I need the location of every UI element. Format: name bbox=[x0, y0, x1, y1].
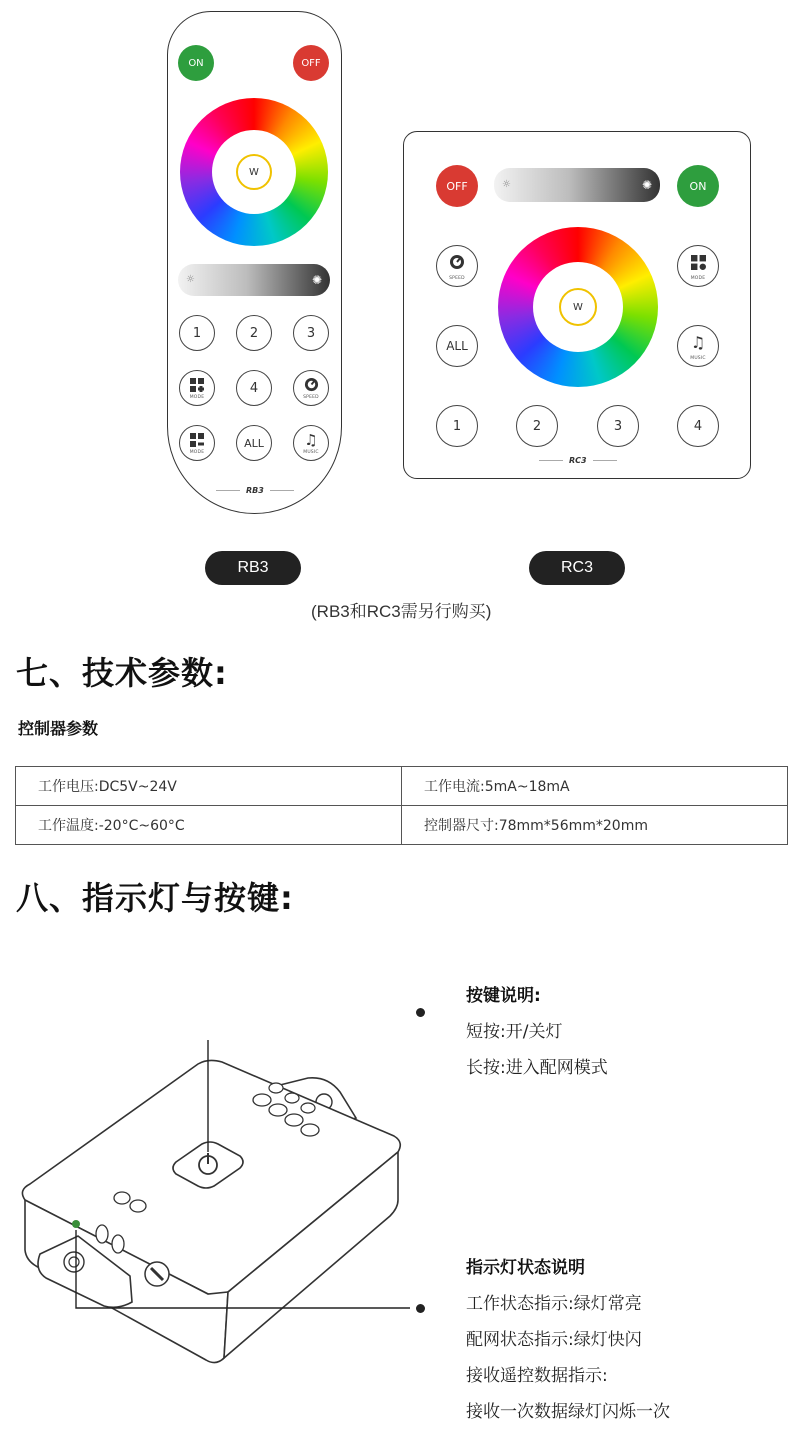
sun-dim-icon: ☼ bbox=[502, 179, 511, 190]
indicator-led-icon bbox=[72, 1220, 80, 1228]
section7-title: 七、技术参数: bbox=[16, 654, 228, 692]
rb3-key-4[interactable]: 4 bbox=[236, 370, 272, 406]
indicator-desc-receive: 接收遥控数据指示: bbox=[466, 1366, 608, 1386]
rb3-color-wheel[interactable] bbox=[180, 98, 328, 246]
section8-title: 八、指示灯与按键: bbox=[16, 879, 294, 917]
rc3-brightness-slider[interactable] bbox=[494, 168, 660, 202]
mode-minus-icon bbox=[190, 433, 204, 447]
spec-table bbox=[15, 766, 788, 845]
button-desc-short-press: 短按:开/关灯 bbox=[466, 1022, 563, 1042]
button-desc-long-press: 长按:进入配网模式 bbox=[466, 1058, 608, 1078]
rb3-all-button[interactable]: ALL bbox=[236, 425, 272, 461]
rc3-key-4[interactable]: 4 bbox=[677, 405, 719, 447]
rb3-on-button[interactable]: ON bbox=[178, 45, 214, 81]
rb3-mode-plus-button[interactable]: MODE bbox=[179, 370, 215, 406]
table-row bbox=[16, 767, 788, 806]
rc3-music-button[interactable]: ♫ MUSIC bbox=[677, 325, 719, 367]
rb3-speed-button[interactable]: SPEED bbox=[293, 370, 329, 406]
sun-bright-icon: ✺ bbox=[311, 273, 322, 287]
rb3-model-pill: RB3 bbox=[205, 551, 301, 585]
button-callout-dot bbox=[416, 1008, 425, 1017]
controller-device-illustration bbox=[10, 1040, 410, 1370]
table-row bbox=[16, 806, 788, 845]
spec-dimensions: 控制器尺寸:78mm*56mm*20mm bbox=[402, 806, 788, 845]
rc3-off-button[interactable]: OFF bbox=[436, 165, 478, 207]
rc3-color-wheel[interactable] bbox=[498, 227, 658, 387]
button-desc-heading: 按键说明: bbox=[466, 986, 541, 1006]
spec-temperature: 工作温度:-20°C~60°C bbox=[16, 806, 402, 845]
rb3-brightness-slider[interactable] bbox=[178, 264, 330, 296]
mode-icon bbox=[691, 255, 706, 270]
rb3-key-1[interactable]: 1 bbox=[179, 315, 215, 351]
rb3-key-3[interactable]: 3 bbox=[293, 315, 329, 351]
controller-params-heading: 控制器参数 bbox=[18, 719, 99, 738]
rc3-model-mark: RC3 bbox=[539, 456, 617, 465]
rc3-key-2[interactable]: 2 bbox=[516, 405, 558, 447]
purchase-note: (RB3和RC3需另行购买) bbox=[311, 602, 492, 621]
sun-dim-icon: ☼ bbox=[186, 274, 195, 285]
indicator-desc-working: 工作状态指示:绿灯常亮 bbox=[466, 1294, 642, 1314]
indicator-callout-dot bbox=[416, 1304, 425, 1313]
rb3-remote bbox=[167, 11, 342, 514]
speed-icon bbox=[304, 377, 319, 392]
speed-icon bbox=[449, 254, 465, 270]
indicator-desc-pairing: 配网状态指示:绿灯快闪 bbox=[466, 1330, 642, 1350]
rc3-mode-button[interactable]: MODE bbox=[677, 245, 719, 287]
sun-bright-icon: ✺ bbox=[641, 178, 652, 192]
rc3-on-button[interactable]: ON bbox=[677, 165, 719, 207]
rc3-key-3[interactable]: 3 bbox=[597, 405, 639, 447]
spec-voltage: 工作电压:DC5V~24V bbox=[16, 767, 402, 806]
rb3-key-2[interactable]: 2 bbox=[236, 315, 272, 351]
music-note-icon: ♫ bbox=[304, 430, 318, 449]
rc3-all-button[interactable]: ALL bbox=[436, 325, 478, 367]
rb3-off-button[interactable]: OFF bbox=[293, 45, 329, 81]
rc3-white-button[interactable]: W bbox=[559, 288, 597, 326]
rb3-music-button[interactable]: ♫ MUSIC bbox=[293, 425, 329, 461]
button-description bbox=[466, 978, 608, 1086]
rb3-model-mark: RB3 bbox=[216, 486, 294, 495]
rc3-model-pill: RC3 bbox=[529, 551, 625, 585]
indicator-description bbox=[466, 1250, 670, 1430]
rc3-speed-button[interactable]: SPEED bbox=[436, 245, 478, 287]
music-note-icon: ♫ bbox=[690, 332, 706, 352]
rc3-panel bbox=[403, 131, 751, 479]
indicator-desc-heading: 指示灯状态说明 bbox=[466, 1258, 585, 1278]
mode-plus-icon bbox=[190, 378, 204, 392]
rc3-key-1[interactable]: 1 bbox=[436, 405, 478, 447]
rb3-white-button[interactable]: W bbox=[236, 154, 272, 190]
rb3-mode-minus-button[interactable]: MODE bbox=[179, 425, 215, 461]
indicator-desc-receive-detail: 接收一次数据绿灯闪烁一次 bbox=[466, 1402, 670, 1422]
spec-current: 工作电流:5mA~18mA bbox=[402, 767, 788, 806]
